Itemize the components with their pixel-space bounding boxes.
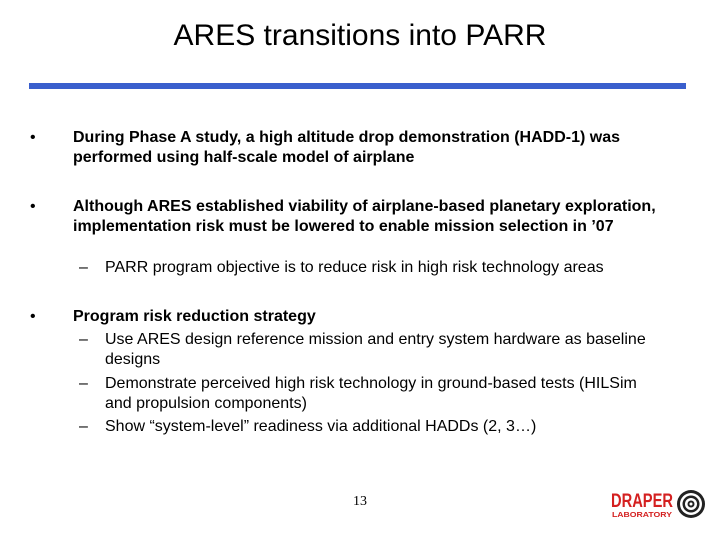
logo-subtext: LABORATORY xyxy=(612,512,673,519)
page-number: 13 xyxy=(353,494,367,509)
sub-bullet-text: Use ARES design reference mission and entry system hardware as baseline designs xyxy=(105,331,646,368)
draper-logo xyxy=(611,487,706,521)
dash-marker: – xyxy=(79,375,88,392)
sub-bullet-text: Show “system-level” readiness via additional HADDs (2, 3…) xyxy=(105,418,537,435)
dash-marker: – xyxy=(79,259,88,276)
sub-bullet-text: Demonstrate perceived high risk technology in ground-based tests (HILSim and propulsion components) xyxy=(105,375,637,412)
dash-marker: – xyxy=(79,418,88,435)
bullet-marker: • xyxy=(30,308,36,325)
bullet-marker: • xyxy=(30,198,36,215)
bullet-marker: • xyxy=(30,129,36,146)
sub-bullet-text: PARR program objective is to reduce risk in high risk technology areas xyxy=(105,259,604,276)
bullet-text: During Phase A study, a high altitude drop demonstration (HADD-1) was performed using half-scale model of airplane xyxy=(73,129,620,166)
bullet-text: Although ARES established viability of airplane-based planetary exploration, implementation risk must be lowered to enable mission selection in ’07 xyxy=(73,198,656,235)
title-underline xyxy=(29,83,686,89)
bullet-text: Program risk reduction strategy xyxy=(73,308,316,325)
logo-wordmark: DRAPER xyxy=(611,491,674,512)
dash-marker: – xyxy=(79,331,88,348)
logo-target-icon xyxy=(677,490,705,518)
slide-title: ARES transitions into PARR xyxy=(173,19,547,52)
